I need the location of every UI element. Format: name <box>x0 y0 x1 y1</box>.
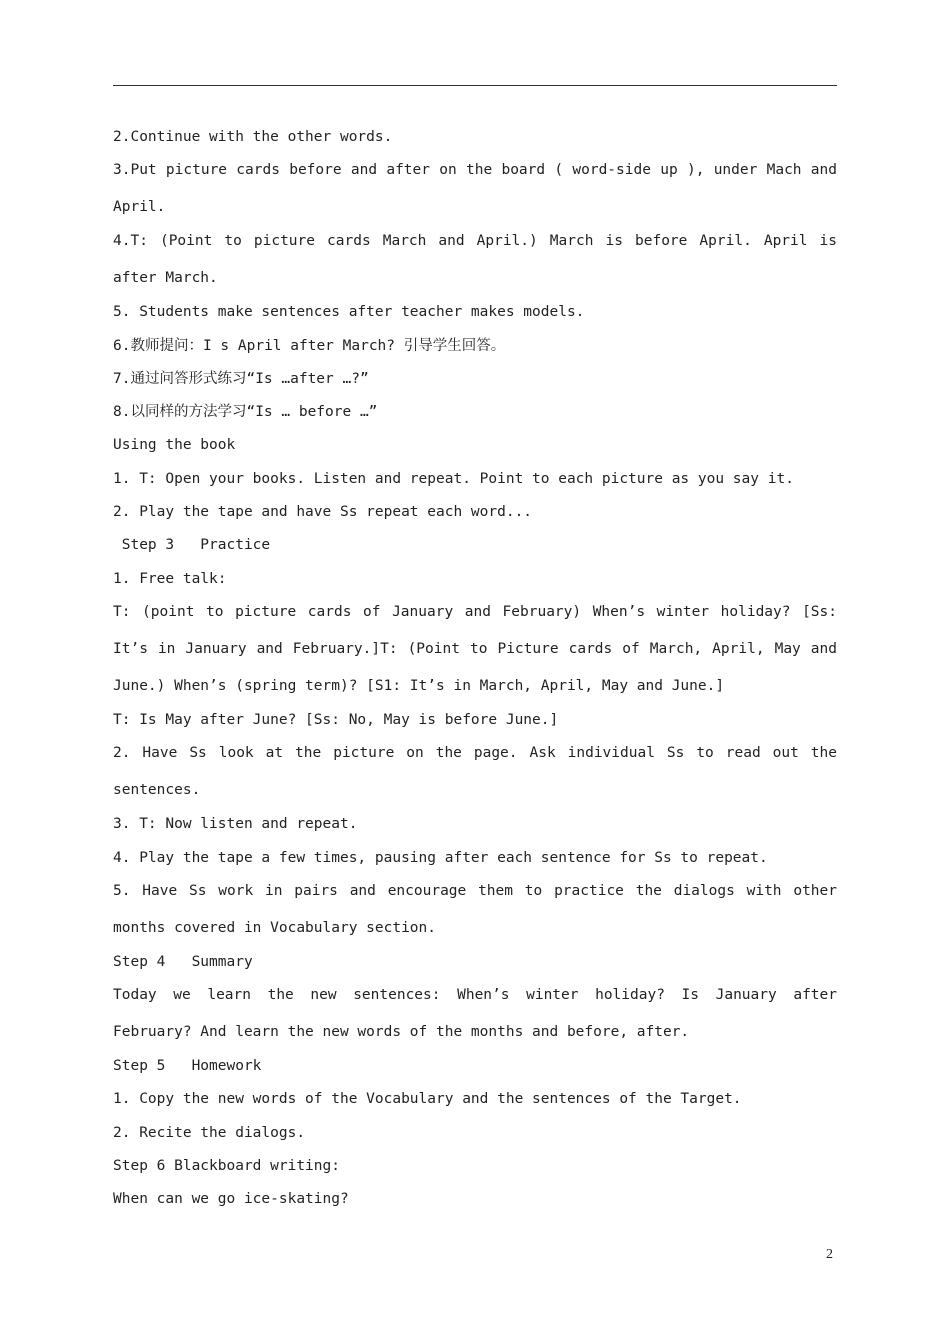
text-line: 2. Play the tape and have Ss repeat each word... <box>113 504 533 521</box>
text-line: Today we learn the new sentences: When’s winter holiday? Is January after February? And learn the new words of the months and before, after. <box>113 987 837 1041</box>
text-line: 1. Copy the new words of the Vocabulary and the sentences of the Target. <box>113 1091 742 1108</box>
text-line: 5. Students make sentences after teacher makes models. <box>113 304 585 321</box>
text-line: 2. Have Ss look at the picture on the page. Ask individual Ss to read out the sentences. <box>113 745 837 799</box>
page-number: 2 <box>826 1247 833 1262</box>
text-line: T: (point to picture cards of January and February) When’s winter holiday? [Ss: It’s in January and February.]T: (Point to Picture cards of March, April, May and June.) When’s (spring term)? [S1: It’s in March, April, May and June.] <box>113 603 837 694</box>
text-line: 3.Put picture cards before and after on the board ( word-side up ), under Mach and April. <box>113 162 837 216</box>
text-line: T: Is May after June? [Ss: No, May is before June.] <box>113 711 559 728</box>
text-line: 4.T: (Point to picture cards March and April.) March is before April. April is after March. <box>113 233 837 287</box>
step-heading: Step 5 Homework <box>113 1058 262 1075</box>
text-line: 2. Recite the dialogs. <box>113 1124 306 1141</box>
section-heading: Using the book <box>113 437 236 454</box>
header-rule <box>113 85 837 86</box>
step-heading: Step 3 Practice <box>113 537 271 554</box>
text-line: 8.以同样的方法学习“Is … before …” <box>113 404 378 421</box>
text-line: 1. T: Open your books. Listen and repeat. Point to each picture as you say it. <box>113 470 794 487</box>
text-line: 6.教师提问：I s April after March? 引导学生回答。 <box>113 337 506 354</box>
text-line: 5. Have Ss work in pairs and encourage them to practice the dialogs with other months covered in Vocabulary section. <box>113 882 837 936</box>
document-body <box>113 126 837 1222</box>
text-line: 7.通过问答形式练习“Is …after …?” <box>113 370 369 387</box>
text-line: 2.Continue with the other words. <box>113 129 393 145</box>
text-line: 4. Play the tape a few times, pausing after each sentence for Ss to repeat. <box>113 849 768 866</box>
step-heading: Step 6 Blackboard writing: <box>113 1158 340 1175</box>
text-line: When can we go ice-skating? <box>113 1191 349 1208</box>
text-line: 1. Free talk: <box>113 570 227 587</box>
step-heading: Step 4 Summary <box>113 953 253 970</box>
text-line: 3. T: Now listen and repeat. <box>113 816 358 833</box>
